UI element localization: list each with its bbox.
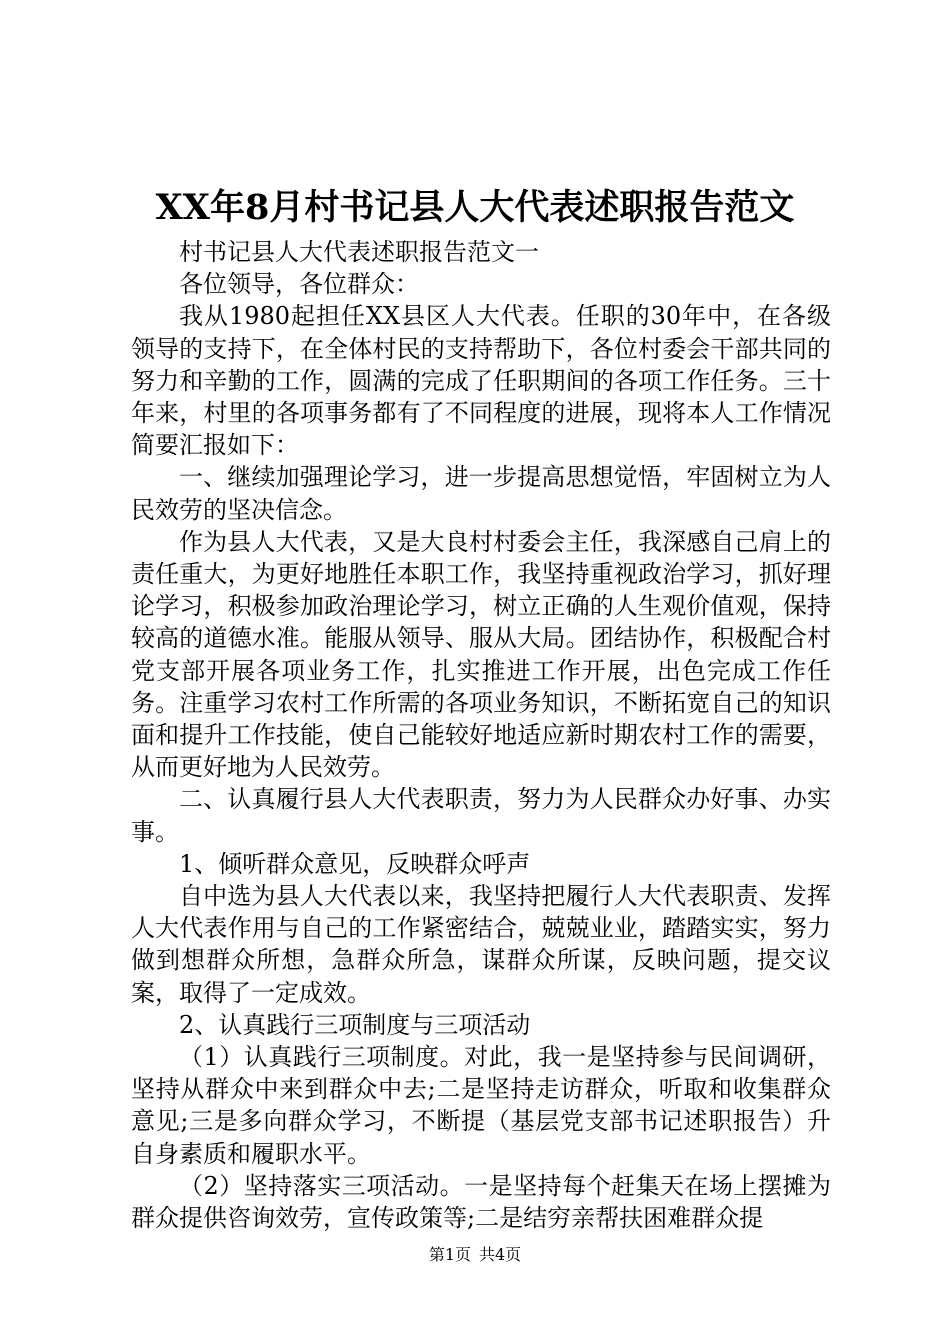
subsection-heading: 2、认真践行三项制度与三项活动 (179, 1010, 531, 1039)
paragraph: （1）认真践行三项制度。对此，我一是坚持参与民间调研，坚持从群众中来到群众中去;二是坚持走访群众，听取和收集群众意见;三是多向群众学习，不断提（基层党支部书记述职报告）升自身素质和履职水平。 (131, 1043, 831, 1168)
document-title: XX年8月村书记县人大代表述职报告范文 (155, 187, 795, 228)
paragraph: （2）坚持落实三项活动。一是坚持每个赶集天在场上摆摊为群众提供咨询效劳，宣传政策等;二是结穷亲帮扶困难群众提 (131, 1171, 831, 1233)
document-body (131, 236, 831, 1234)
page-footer (0, 1244, 950, 1266)
section-heading: 一、继续加强理论学习，进一步提高思想觉悟，牢固树立为人民效劳的坚决信念。 (131, 463, 831, 524)
subsection-heading: 1、倾听群众意见，反映群众呼声 (179, 849, 531, 878)
paragraph-salutation: 各位领导，各位群众： (179, 270, 419, 299)
page-total: 共4页 (479, 1245, 522, 1264)
paragraph: 自中选为县人大代表以来，我坚持把履行人大代表职责、发挥人大代表作用与自己的工作紧密结合，兢兢业业，踏踏实实，努力做到想群众所想，急群众所急，谋群众所谋，反映问题，提交议案，取得了一定成效。 (131, 882, 831, 1007)
paragraph-subtitle: 村书记县人大代表述职报告范文一 (179, 238, 539, 266)
section-heading: 二、认真履行县人大代表职责，努力为人民群众办好事、办实事。 (131, 785, 831, 846)
paragraph: 我从1980起担任XX县区人大代表。任职的30年中，在各级领导的支持下，在全体村民的支持帮助下，各位村委会干部共同的努力和辛勤的工作，圆满的完成了任职期间的各项工作任务。三十年来，村里的各项事务都有了不同程度的进展，现将本人工作情况简要汇报如下： (131, 302, 831, 460)
page-number: 第1页 (428, 1245, 471, 1264)
paragraph: 作为县人大代表，又是大良村村委会主任，我深感自己肩上的责任重大，为更好地胜任本职工作，我坚持重视政治学习，抓好理论学习，积极参加政治理论学习，树立正确的人生观价值观，保持较高的道德水准。能服从领导、服从大局。团结协作，积极配合村党支部开展各项业务工作，扎实推进工作开展，出色完成工作任务。注重学习农村工作所需的各项业务知识，不断拓宽自己的知识面和提升工作技能，使自己能较好地适应新时期农村工作的需要，从而更好地为人民效劳。 (131, 527, 831, 782)
